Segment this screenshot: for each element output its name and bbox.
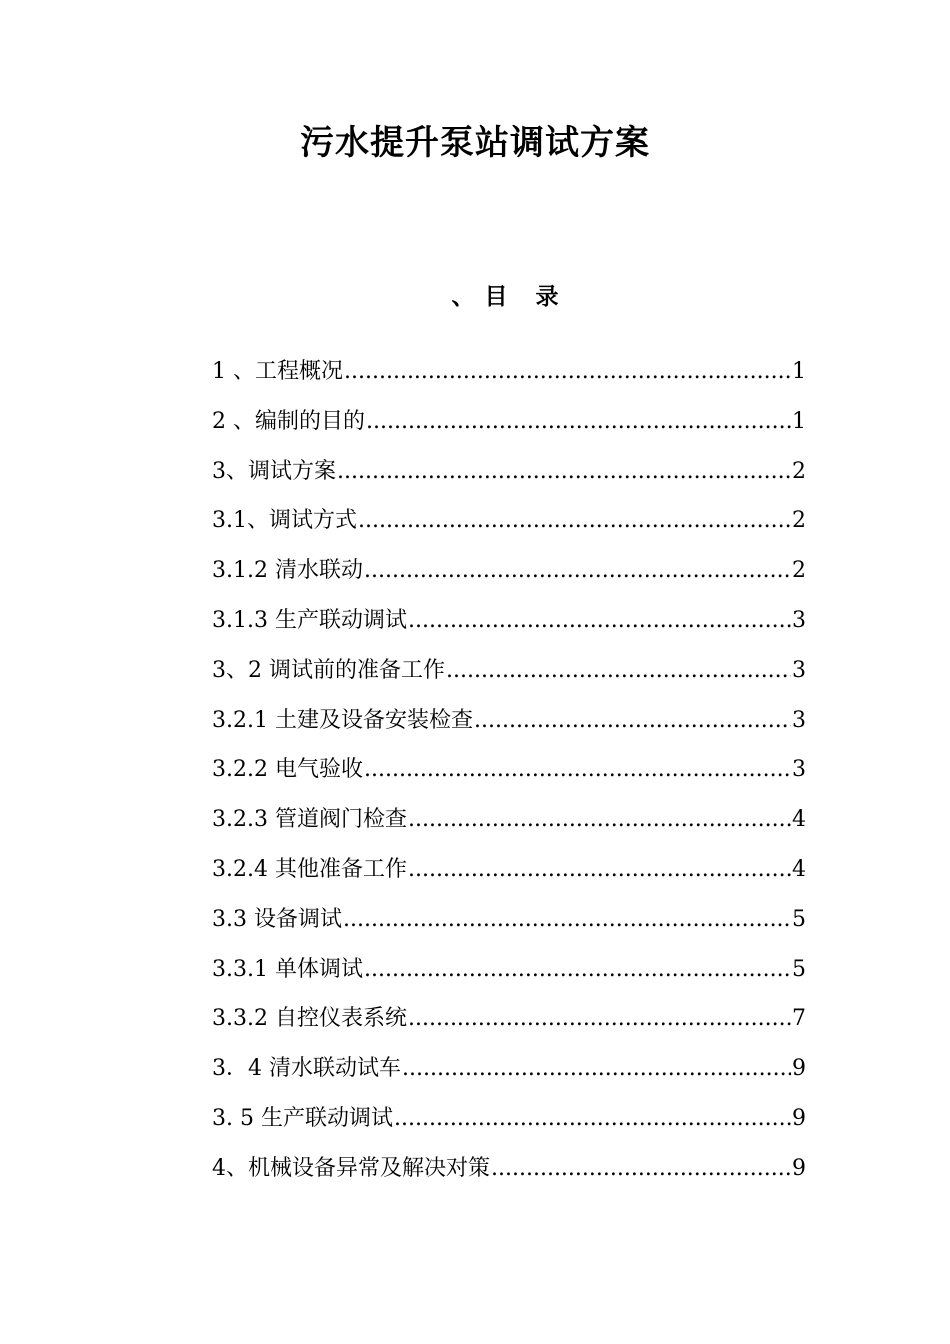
toc-page-number: 2 [792,508,806,534]
toc-dot-leader [474,701,791,741]
toc-entry[interactable] [212,701,806,751]
toc-entry-text: 3. 5 生产联动调试 [212,1105,393,1131]
toc-page-number: 1 [792,408,806,434]
toc-page-number: 5 [792,956,806,982]
toc-dot-leader [408,800,791,840]
toc-entry-text: 1 、工程概况 [212,359,343,384]
toc-page-number: 3 [792,657,806,683]
toc-entry-text: 3．4 清水联动试车 [212,1056,401,1082]
toc-entry[interactable] [212,601,806,651]
toc-entry-text: 3.2.3 管道阀门检查 [212,807,407,833]
toc-page-number: 3 [792,707,806,733]
toc-entry[interactable] [212,1049,806,1099]
toc-entry[interactable] [212,402,806,452]
toc-dot-leader [402,1049,791,1089]
toc-dot-leader [364,950,791,990]
toc-page-number: 4 [792,807,806,833]
toc-entry[interactable] [212,900,806,950]
toc-dot-leader [343,900,791,940]
toc-page-number: 2 [792,458,806,484]
toc-entry-text: 3.2.1 土建及设备安装检查 [212,707,473,733]
toc-entry[interactable] [212,352,806,402]
toc-entry[interactable] [212,1099,806,1149]
toc-page-number: 9 [792,1105,806,1131]
toc-dot-leader [344,352,791,392]
toc-entry[interactable] [212,651,806,701]
toc-dot-leader [366,402,791,442]
toc-dot-leader [394,1099,791,1139]
document-title: 污水提升泵站调试方案 [300,123,650,163]
toc-dot-leader [408,601,791,641]
toc-page-number: 9 [792,1155,806,1181]
toc-page-number: 7 [792,1006,806,1032]
toc-page-number: 4 [792,856,806,882]
toc-dot-leader [364,551,791,591]
toc-dot-leader [408,999,791,1039]
toc-entry[interactable] [212,950,806,1000]
table-of-contents [212,352,806,1199]
toc-entry-text: 3.2.2 电气验收 [212,757,363,783]
toc-heading: 、目 录 [451,283,569,310]
toc-entry[interactable] [212,750,806,800]
toc-entry[interactable] [212,999,806,1049]
toc-entry[interactable] [212,452,806,502]
toc-entry-text: 3.3 设备调试 [212,906,342,932]
toc-entry-text: 3.1.2 清水联动 [212,558,363,584]
toc-entry-text: 3.2.4 其他准备工作 [212,856,407,882]
toc-entry-text: 3、调试方案 [212,458,336,484]
toc-entry[interactable] [212,1149,806,1199]
toc-page-number: 2 [792,558,806,584]
toc-entry-text: 3.3.2 自控仪表系统 [212,1006,407,1032]
toc-dot-leader [337,452,791,492]
toc-entry-text: 3、2 调试前的准备工作 [212,657,445,683]
toc-dot-leader [491,1149,791,1189]
toc-entry[interactable] [212,501,806,551]
toc-entry-text: 3.1.3 生产联动调试 [212,607,407,633]
toc-page-number: 3 [792,607,806,633]
toc-page-number: 1 [792,359,806,384]
toc-entry[interactable] [212,800,806,850]
toc-entry-text: 3.3.1 单体调试 [212,956,363,982]
toc-dot-leader [364,750,791,790]
toc-page-number: 3 [792,757,806,783]
toc-page-number: 9 [792,1056,806,1082]
toc-dot-leader [446,651,791,691]
toc-entry-text: 3.1、调试方式 [212,508,357,534]
toc-dot-leader [358,501,791,541]
toc-entry-text: 4、机械设备异常及解决对策 [212,1155,490,1181]
toc-dot-leader [408,850,791,890]
toc-page-number: 5 [792,906,806,932]
toc-entry-text: 2 、编制的目的 [212,408,365,434]
toc-entry[interactable] [212,551,806,601]
toc-entry[interactable] [212,850,806,900]
